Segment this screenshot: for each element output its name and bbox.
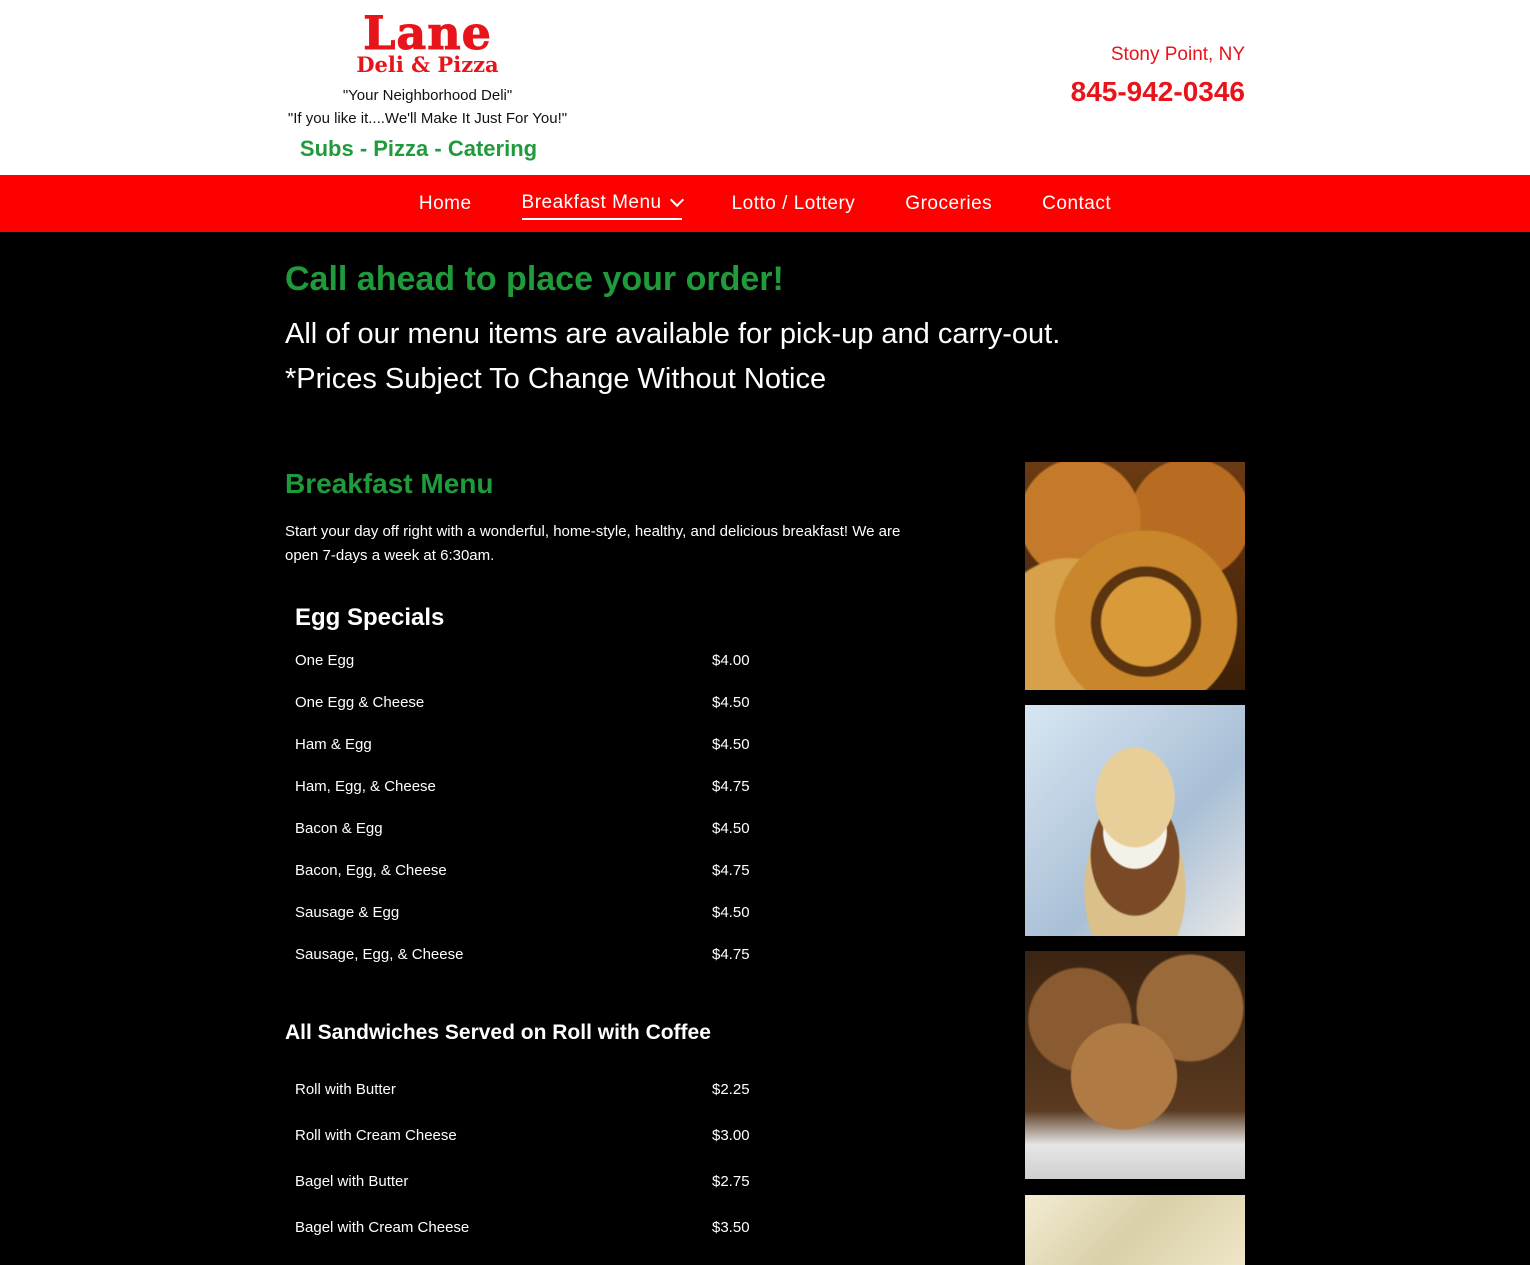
main-nav bbox=[0, 175, 1530, 232]
item-name: Bagel with Butter bbox=[295, 1173, 409, 1190]
item-name: Bacon & Egg bbox=[295, 820, 383, 837]
item-name: Sausage, Egg, & Cheese bbox=[295, 946, 464, 963]
item-price: $4.50 bbox=[712, 904, 750, 921]
item-price: $4.00 bbox=[712, 652, 750, 669]
slogan-2: "If you like it....We'll Make It Just For You!" bbox=[287, 110, 568, 127]
site-header bbox=[0, 0, 1530, 175]
item-price: $2.75 bbox=[712, 1173, 750, 1190]
item-name: One Egg & Cheese bbox=[295, 694, 425, 711]
logo-main[interactable]: Lane bbox=[363, 6, 492, 60]
item-name: Roll with Butter bbox=[295, 1081, 396, 1098]
slogan-1: "Your Neighborhood Deli" bbox=[342, 87, 513, 104]
service-tags: Subs - Pizza - Catering bbox=[299, 136, 538, 161]
nav-breakfast-menu-label: Breakfast Menu bbox=[521, 191, 662, 213]
nav-lotto-label: Lotto / Lottery bbox=[731, 192, 856, 214]
item-name: Roll with Cream Cheese bbox=[295, 1127, 457, 1144]
price-notice: *Prices Subject To Change Without Notice bbox=[285, 363, 827, 395]
menu-row bbox=[295, 862, 755, 879]
nav-breakfast-menu[interactable] bbox=[522, 188, 682, 220]
menu-row bbox=[295, 1219, 755, 1236]
breakfast-sandwich-photo bbox=[1025, 705, 1245, 936]
nav-home-label: Home bbox=[418, 192, 472, 214]
breakfast-menu-title: Breakfast Menu bbox=[285, 468, 494, 499]
item-name: One Egg bbox=[295, 652, 355, 669]
menu-row bbox=[295, 820, 755, 837]
menu-row bbox=[295, 736, 755, 753]
item-name: Bagel with Cream Cheese bbox=[295, 1219, 470, 1236]
nav-home[interactable] bbox=[419, 189, 472, 219]
egg-specials-title: Egg Specials bbox=[295, 604, 445, 631]
phone-number[interactable]: 845-942-0346 bbox=[1070, 76, 1245, 107]
contact-block bbox=[1071, 44, 1245, 108]
item-price: $4.75 bbox=[712, 862, 750, 879]
nav-contact-label: Contact bbox=[1042, 192, 1112, 214]
item-name: Ham, Egg, & Cheese bbox=[295, 778, 436, 795]
logo-sub[interactable]: Deli & Pizza bbox=[356, 52, 499, 77]
menu-row bbox=[295, 694, 755, 711]
location: Stony Point, NY bbox=[1110, 44, 1245, 65]
menu-row bbox=[295, 1127, 755, 1144]
menu-row bbox=[295, 652, 755, 669]
menu-row bbox=[295, 778, 755, 795]
breakfast-description: Start your day off right with a wonderful, home-style, healthy, and delicious breakfast! We are open 7-days a week at 6:30am. bbox=[285, 523, 901, 564]
item-price: $4.50 bbox=[712, 694, 750, 711]
menu-row bbox=[295, 904, 755, 921]
nav-lotto[interactable] bbox=[732, 189, 856, 219]
item-name: Bacon, Egg, & Cheese bbox=[295, 862, 447, 879]
item-price: $3.00 bbox=[712, 1127, 750, 1144]
item-price: $4.75 bbox=[712, 778, 750, 795]
nav-groceries-label: Groceries bbox=[905, 192, 993, 214]
menu-row bbox=[295, 946, 755, 963]
item-price: $3.50 bbox=[712, 1219, 750, 1236]
logo-block bbox=[285, 6, 570, 162]
nav-contact[interactable] bbox=[1042, 189, 1111, 219]
menu-row bbox=[295, 1081, 755, 1098]
item-price: $4.50 bbox=[712, 736, 750, 753]
sandwiches-title: All Sandwiches Served on Roll with Coffee bbox=[285, 1021, 711, 1044]
chevron-down-icon[interactable] bbox=[670, 193, 684, 207]
muffins-photo bbox=[1025, 951, 1245, 1179]
item-name: Sausage & Egg bbox=[295, 904, 400, 921]
pickup-notice: All of our menu items are available for pick-up and carry-out. bbox=[285, 318, 1061, 350]
item-price: $4.50 bbox=[712, 820, 750, 837]
item-name: Ham & Egg bbox=[295, 736, 372, 753]
bread-photo bbox=[1025, 1195, 1245, 1265]
menu-row bbox=[295, 1173, 755, 1190]
item-price: $4.75 bbox=[712, 946, 750, 963]
call-ahead-heading: Call ahead to place your order! bbox=[285, 260, 784, 298]
bagels-photo bbox=[1025, 462, 1245, 690]
nav-groceries[interactable] bbox=[905, 189, 992, 219]
item-price: $2.25 bbox=[712, 1081, 750, 1098]
